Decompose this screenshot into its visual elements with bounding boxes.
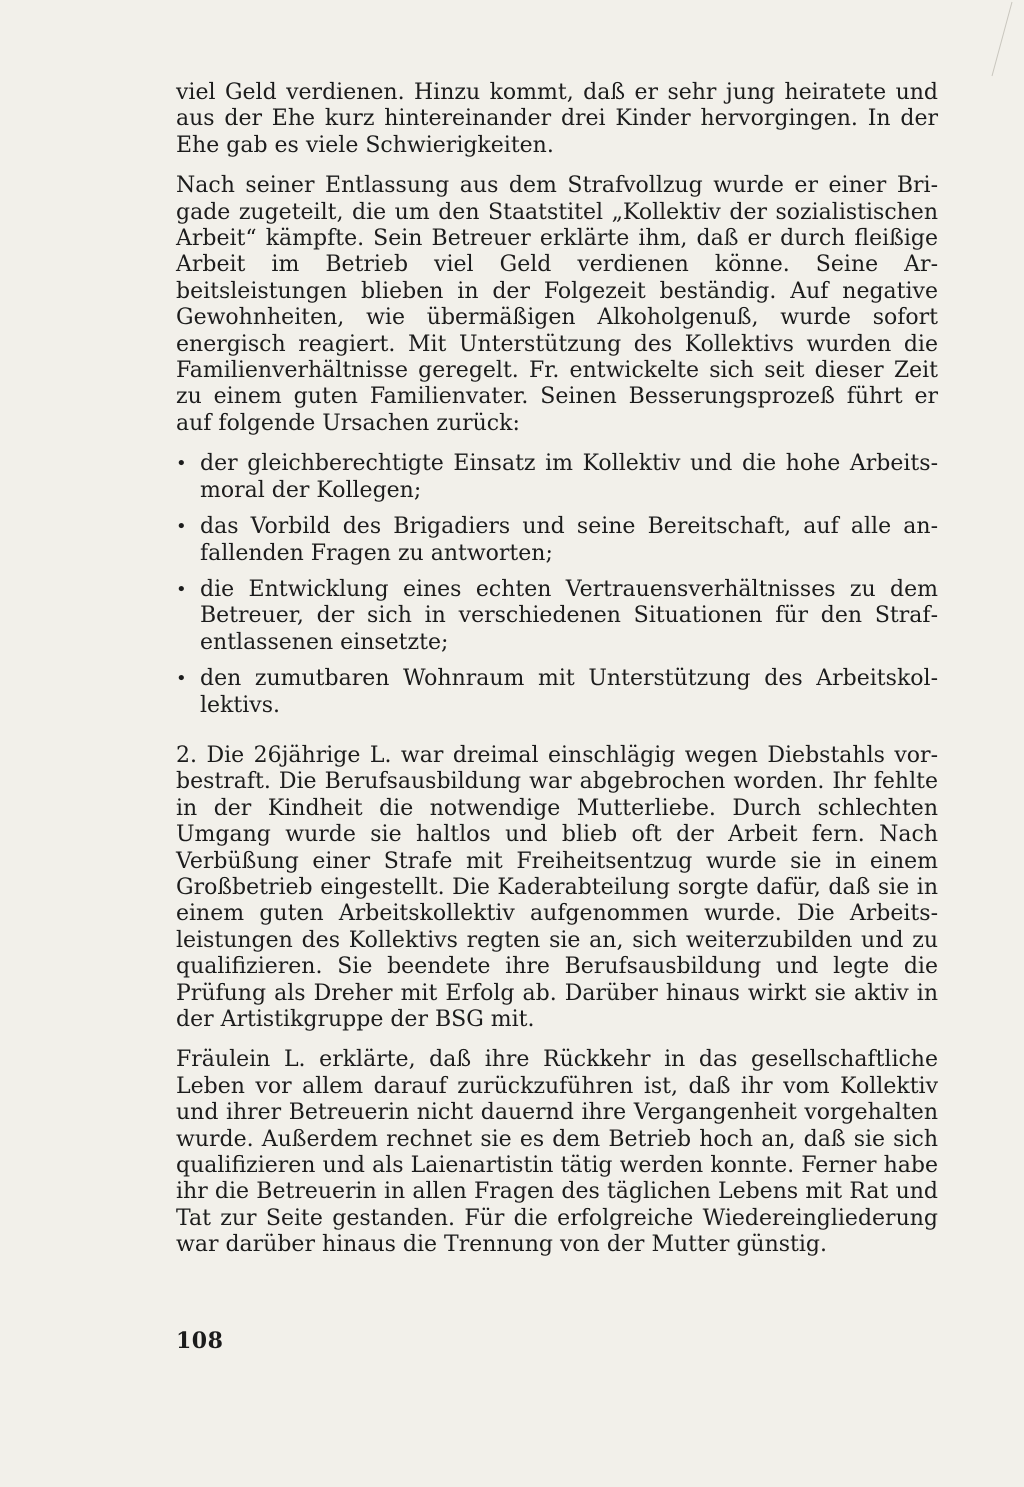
paragraph-1: viel Geld verdienen. Hinzu kommt, daß er sehr jung heiratete und aus der Ehe kurz hintereinander drei Kinder hervorgingen. In der Ehe gab es viele Schwierigkeiten. [176,80,938,158]
list-item [176,514,938,567]
list-item [176,577,938,656]
paragraph-2: Nach seiner Entlassung aus dem Strafvollzug wurde er einer Brigade zugeteilt, die um den Staatstitel „Kollektiv der sozialistischen Arbeit“ kämpfte. Sein Betreuer erklärte ihm, daß er durch fleißige Arbeit im Betrieb viel Geld verdienen könne. Seine Arbeitsleistungen blieben in der Folgezeit beständig. Auf negative Gewohnheiten, wie übermäßigen Alkoholgenuß, wurde sofort energisch reagiert. Mit Unterstützung des Kollektivs wurden die Familienverhältnisse geregelt. Fr. entwickelte sich seit dieser Zeit zu einem guten Familienvater. Seinen Besserungsprozeß führt er auf folgende Ursachen zurück: [176,173,938,436]
paragraph-case-2: 2. Die 26jährige L. war dreimal einschlägig wegen Diebstahls vorbestraft. Die Berufsausbildung war abgebrochen worden. Ihr fehlte in der Kindheit die notwendige Mutterliebe. Durch schlechten Umgang wurde sie haltlos und blieb oft der Arbeit fern. Nach Verbüßung einer Strafe mit Freiheitsentzug wurde sie in einem Großbetrieb eingestellt. Die Kaderabteilung sorgte dafür, daß sie in einem guten Arbeitskollektiv aufgenommen wurde. Die Arbeitsleistungen des Kollektivs regten sie an, sich weiterzubilden und zu qualifizieren. Sie beendete ihre Berufsausbildung und legte die Prüfung als Dreher mit Erfolg ab. Darüber hinaus wirkt sie aktiv in der Artistikgruppe der BSG mit. [176,742,938,1032]
list-item-text: das Vorbild des Brigadiers und seine Bereitschaft, auf alle anfallenden Fragen zu antworten; [200,514,938,566]
list-item [176,451,938,504]
list-item-text: den zumutbaren Wohnraum mit Unterstützung des Arbeitskollektivs. [200,666,938,718]
page-number: 108 [176,1328,224,1354]
cause-list [176,451,938,719]
bullet-icon: • [176,453,187,475]
list-item [176,666,938,719]
bullet-icon: • [176,668,187,690]
bullet-icon: • [176,516,187,538]
bullet-icon: • [176,578,187,600]
list-item-text: die Entwicklung eines echten Vertrauensverhältnisses zu dem Betreuer, der sich in verschiedenen Situationen für den Strafentlassenen einsetzte; [200,576,938,655]
paragraph-case-2-statement: Fräulein L. erklärte, daß ihre Rückkehr in das gesellschaftliche Leben vor allem darauf zurückzuführen ist, daß ihr vom Kollektiv und ihrer Betreuerin nicht dauernd ihre Vergangenheit vorgehalten wurde. Außerdem rechnet sie es dem Betrieb hoch an, daß sie sich qualifizieren und als Laienartistin tätig werden konnte. Ferner habe ihr die Betreuerin in allen Fragen des täglichen Lebens mit Rat und Tat zur Seite gestanden. Für die erfolgreiche Wiedereingliederung war darüber hinaus die Trennung von der Mutter günstig. [176,1047,938,1258]
scan-edge-line [976,0,1016,80]
body-text [176,80,938,1273]
list-item-text: der gleichberechtigte Einsatz im Kollektiv und die hohe Arbeitsmoral der Kollegen; [200,451,938,503]
